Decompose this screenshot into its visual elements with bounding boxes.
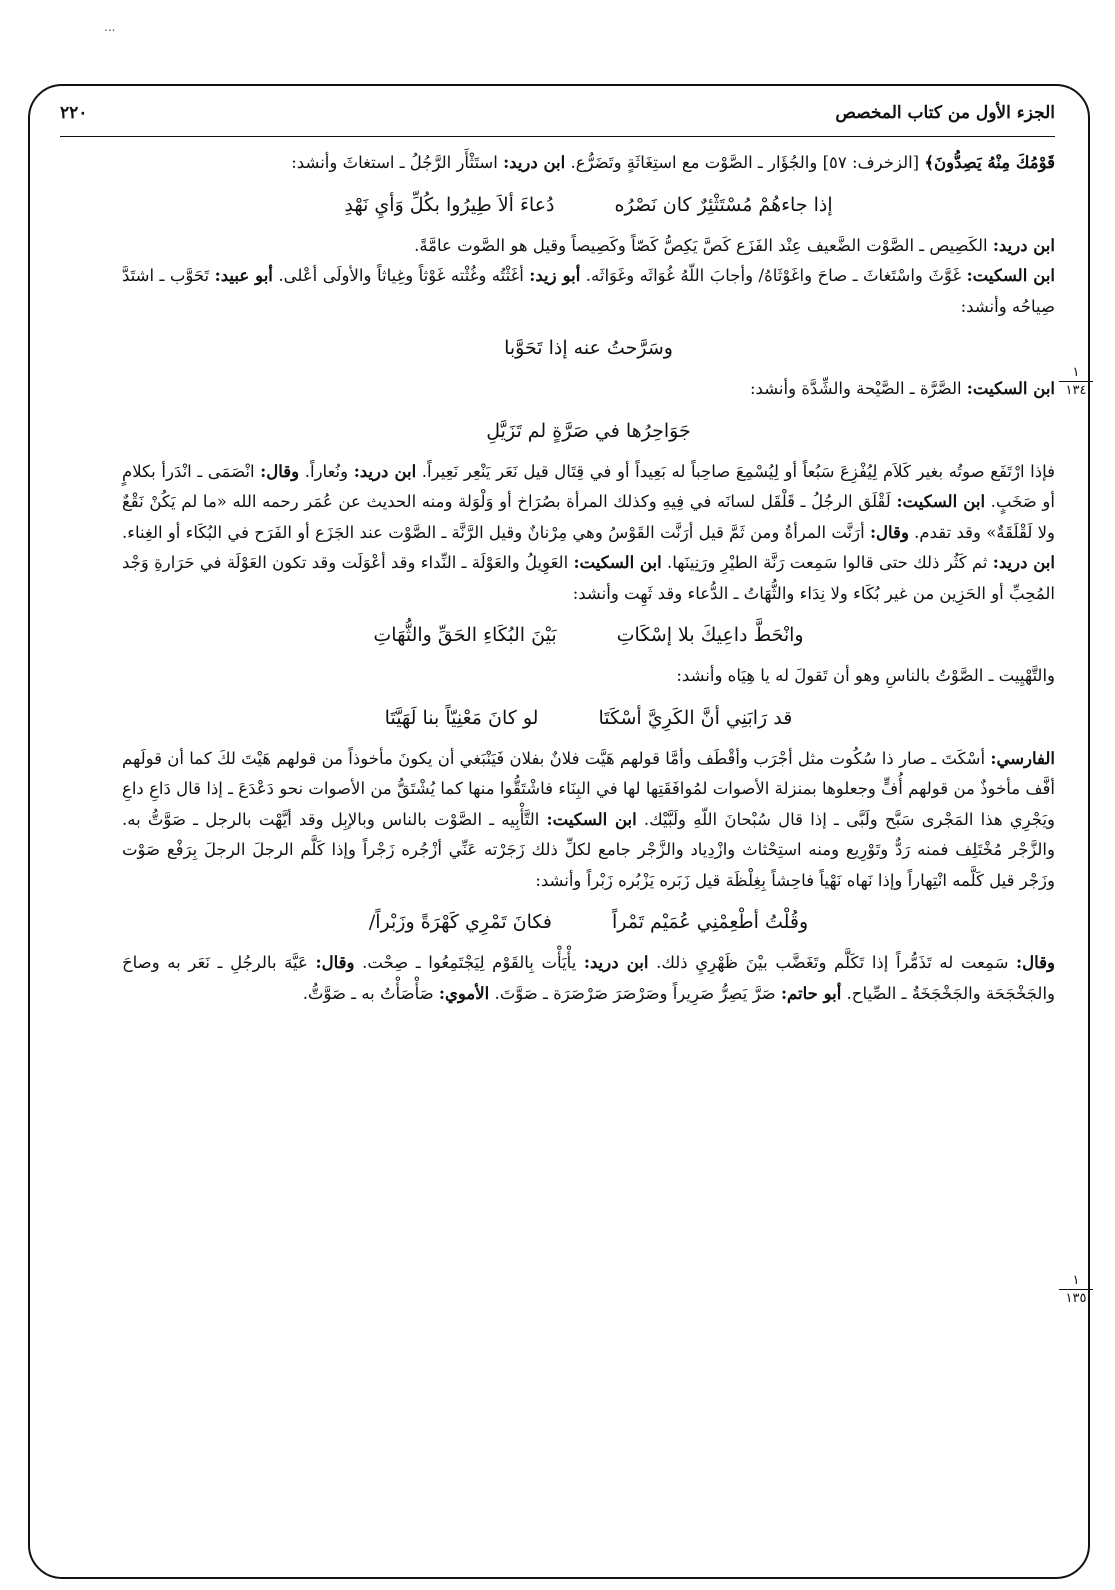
source-attribution: أبو زيد:	[529, 266, 581, 285]
poetry-verse	[122, 896, 1055, 948]
text-paragraph	[122, 261, 1055, 322]
text-paragraph	[122, 744, 1055, 897]
text-paragraph	[122, 148, 1055, 179]
book-title: الجزء الأول من كتاب المخصص	[835, 103, 1055, 123]
text-paragraph	[122, 948, 1055, 1009]
text-run: انْصَمَى ـ انْدَرأ بكلامٍ أو صَخَبٍ.	[122, 461, 1055, 511]
text-run: غَوَّثَ واسْتَغاثَ ـ صاحَ واغَوْثَاهُ/ وأجابَ اللّهُ غُوَاثَه وغَوَاثَه.	[580, 266, 967, 285]
text-run: صَرَّ يَصِرُّ صَرِيراً وصَرْصَرَ صَرْصَرَة ـ صَوَّتَ.	[489, 983, 781, 1003]
verse-hemistich: جَوَاحِرُها في صَرَّةٍ لم تَزَيَّلِ	[486, 419, 691, 442]
poetry-verse	[122, 405, 1055, 457]
text-paragraph	[122, 374, 1055, 405]
text-run: أسْكَتَ ـ صار ذا سُكُوت مثل أجْرَب وأقْطَف وأمَّا قولهم هَيَّت فلانٌ بفلان فَيَنْبَغي أن يكونَ مأخوذاً من قولهم هَيْتَ لكَ كما أن قولَهم أفَّف مأخوذٌ من قولهم أُفٍّ وجعلوها بمنزلة الأصوات لمُوافَقَتِها لها في البِنَاء فاشْتَقُّوا منها كما يُشْتَقُّ من الأصوات نحو دَعْدَعَ ـ إذا قال دَاعِ داعِ ويَجْرِي هذا المَجْرى سَبَّح ولَبَّى ـ إذا قال سُبْحانَ اللّهِ ولَبَّيْك.	[122, 748, 1056, 829]
verse-hemistich: وانْحَطَّ داعِيكَ بلا إسْكَاتِ	[616, 624, 804, 646]
verse-hemistich: لو كانَ مَعْنِيّاً بنا لَهَيَّتَا	[384, 706, 539, 729]
text-run: لَقْلَق الرجُلُ ـ قَلْقَل لسانَه في فِيهِ وكذلك المرأة بصُرَاخ أو وَلْوَلة ومنه الحديث عن عُمَر رحمه الله «ما لم يَكُنْ نَقْعٌ ولا لَقْلَقَةٌ» وقد تقدم.	[122, 492, 1055, 542]
text-run: العَوِيلُ والعَوْلَة ـ النِّداء وقد أعْوَلَت وقد تكون العَوْلَة في حَرَارةِ وَجْد المُحِبِّ أو الحَزِين من غير بُكَاء ولا نِدَاء والثُّهَاتُ ـ الدُّعاء وقد ثَهِت وأنشد:	[122, 553, 1055, 603]
text-run: استَثْأَر الرَّجُلُ ـ استغاثَ وأنشد:	[291, 153, 504, 172]
running-head	[60, 96, 1055, 130]
text-run: فإذا ارْتَفَع صوتُه بغير كَلاَم لِيُفْزِعَ سَبُعاً أو لِيُسْمِعَ صاحِباً له بَعِيداً أو في قِتَال قيل نَعَر يَنْعِر نَعِيراً.	[416, 461, 1055, 481]
margin-ref-number: ١	[1059, 365, 1093, 382]
verse-hemistich: إذا جاءهُمْ مُسْتَثْئِرٌ كان نَصْرُه	[614, 193, 833, 216]
text-paragraph	[122, 457, 1055, 610]
margin-folio-ref	[1059, 1273, 1093, 1306]
poetry-verse	[122, 179, 1055, 231]
page-number: ٢٢٠	[60, 103, 88, 123]
text-run: [الزخرف: ٥٧] والجُؤَار ـ الصَّوْت مع استِغَاثَةٍ وتَضَرُّع.	[565, 153, 925, 172]
text-run: يأْيَأْت بِالقَوْم لِيَجْتَمِعُوا ـ صِحْت.	[354, 953, 584, 972]
source-attribution: وقال:	[869, 522, 909, 542]
source-attribution: الفارسي:	[990, 748, 1055, 768]
poetry-verse	[122, 692, 1055, 744]
text-run: التَّأْبِيه ـ الصَّوْت بالناس وبالإبِل وقد أيَّهْت بالرجل ـ صَوَّتُّ به. والزَّجْر مُخْتَلِف فمنه رَدٌّ وتَوْرِيع ومنه استِحْثاث وازْدِياد والزَّجْر جامع لكلِّ ذلك زَجَرْته عَنِّي أزْجُره زَجْراً وإذا كَلَّم الرجلَ الرجلَ بِرَفْع صَوْت وزَجْر قيل كَلَّمه انْتِهاراً وإذا نَهاه نَهْياً فاحِشاً بِغِلْظَة قيل زَبَره يَزْبُره زَبْراً وأنشد:	[122, 809, 1055, 890]
text-run: الكَصِيص ـ الصَّوْت الضَّعيف عِنْد الفَزَع كَصَّ يَكِصُّ كَصّاً وكَصِيصاً وقيل هو الصَّوت عامَّةً.	[414, 235, 993, 255]
text-run: والتَّهْيِيت ـ الصَّوْتُ بالناسِ وهو أن تَقولَ له يا هِيَاه وأنشد:	[676, 666, 1055, 685]
source-attribution: ابن السكيت:	[573, 553, 662, 572]
source-attribution: ابن السكيت:	[896, 492, 986, 511]
poetry-verse	[122, 322, 1055, 374]
source-attribution: ابن السكيت:	[966, 266, 1055, 285]
text-run: تَحَوَّب ـ اشتَدَّ صِياحُه وأنشد:	[122, 266, 1055, 316]
text-run: أرَنَّت المرأةُ ومن ثَمَّ قيل أرَنَّت القَوْسُ وهي مِرْنانٌ وقيل الرَّنَّة ـ الصَّوْت عند الجَزَع أو الفَرَح في البُكَاء أو الغِناء.	[122, 522, 870, 542]
source-attribution: وقال:	[315, 953, 355, 972]
source-attribution: ابن السكيت:	[966, 379, 1055, 398]
text-run: ثم كَثُر ذلك حتى قالوا سَمِعت رَنَّة الطيْرِ ورَنِينَها.	[661, 553, 993, 572]
verse-hemistich: قد رَابَنِي أنَّ الكَرِيَّ أسْكَتَا	[598, 706, 793, 729]
text-run: الصَّرَّة ـ الصَّيْحة والشِّدَّة وأنشد:	[749, 379, 967, 398]
text-paragraph	[122, 661, 1055, 692]
text-run: سَمِعت له تَذَمُّراً إذا تَكَلَّم وتَغَضَّب بيْنَ ظَهْرِيِ ذلك.	[648, 953, 1017, 972]
text-run: عَيَّهَ بالرجُلِ ـ نَعَر به وصاحَ والجَخْجَحَة والجَخْجَخَةُ ـ الصِّياح.	[122, 953, 1055, 1003]
text-run: أغَثْتُه وغُثْته غَوْثاً وغِياثاً والأولَى أعْلى.	[272, 266, 530, 285]
source-attribution: ابن السكيت:	[546, 809, 637, 829]
header-rule	[60, 136, 1055, 137]
source-attribution: قَوْمُكَ مِنْهُ يَصِدُّونَ﴾	[924, 153, 1055, 172]
source-attribution: أبو عبيد:	[214, 266, 273, 285]
source-attribution: ابن دريد:	[992, 553, 1055, 572]
verse-hemistich: فكانَ تَمْرِي كَهْرَةً وزَبْراً/	[368, 911, 552, 933]
source-attribution: ابن دريد:	[503, 153, 566, 172]
source-attribution: أبو حاتم:	[780, 983, 842, 1003]
margin-ref-folio: ١٣٤	[1065, 383, 1087, 398]
source-attribution: وقال:	[260, 461, 300, 481]
source-attribution: وقال:	[1016, 953, 1055, 972]
margin-ref-number: ١	[1059, 1273, 1093, 1290]
text-paragraph	[122, 231, 1055, 262]
source-attribution: ابن دريد:	[583, 953, 649, 972]
source-attribution: الأموي:	[438, 983, 490, 1003]
text-run: صَأْصَأْتُ به ـ صَوَّتُّ.	[302, 983, 439, 1003]
margin-ref-folio: ١٣٥	[1065, 1291, 1087, 1306]
main-text	[122, 148, 1055, 1009]
source-attribution: ابن دريد:	[353, 461, 417, 481]
verse-hemistich: وقُلْتُ أطْعِمْنِي عُمَيْم تَمْراً	[611, 911, 809, 933]
text-run: ونُعاراً.	[299, 461, 354, 481]
poetry-verse	[122, 609, 1055, 661]
source-attribution: ابن دريد:	[992, 235, 1055, 255]
top-dots: ...	[104, 20, 116, 34]
margin-folio-ref	[1059, 365, 1093, 398]
verse-hemistich: وسَرَّحتُ عنه إذا تَحَوَّبا	[504, 337, 673, 359]
verse-hemistich: دُعاءَ ألاَ طِيرُوا بكُلِّ وَأيِ نَهْدِ	[344, 193, 555, 216]
verse-hemistich: بَيْنَ البُكَاءِ الحَقِّ والثُّهَاتِ	[373, 624, 557, 646]
